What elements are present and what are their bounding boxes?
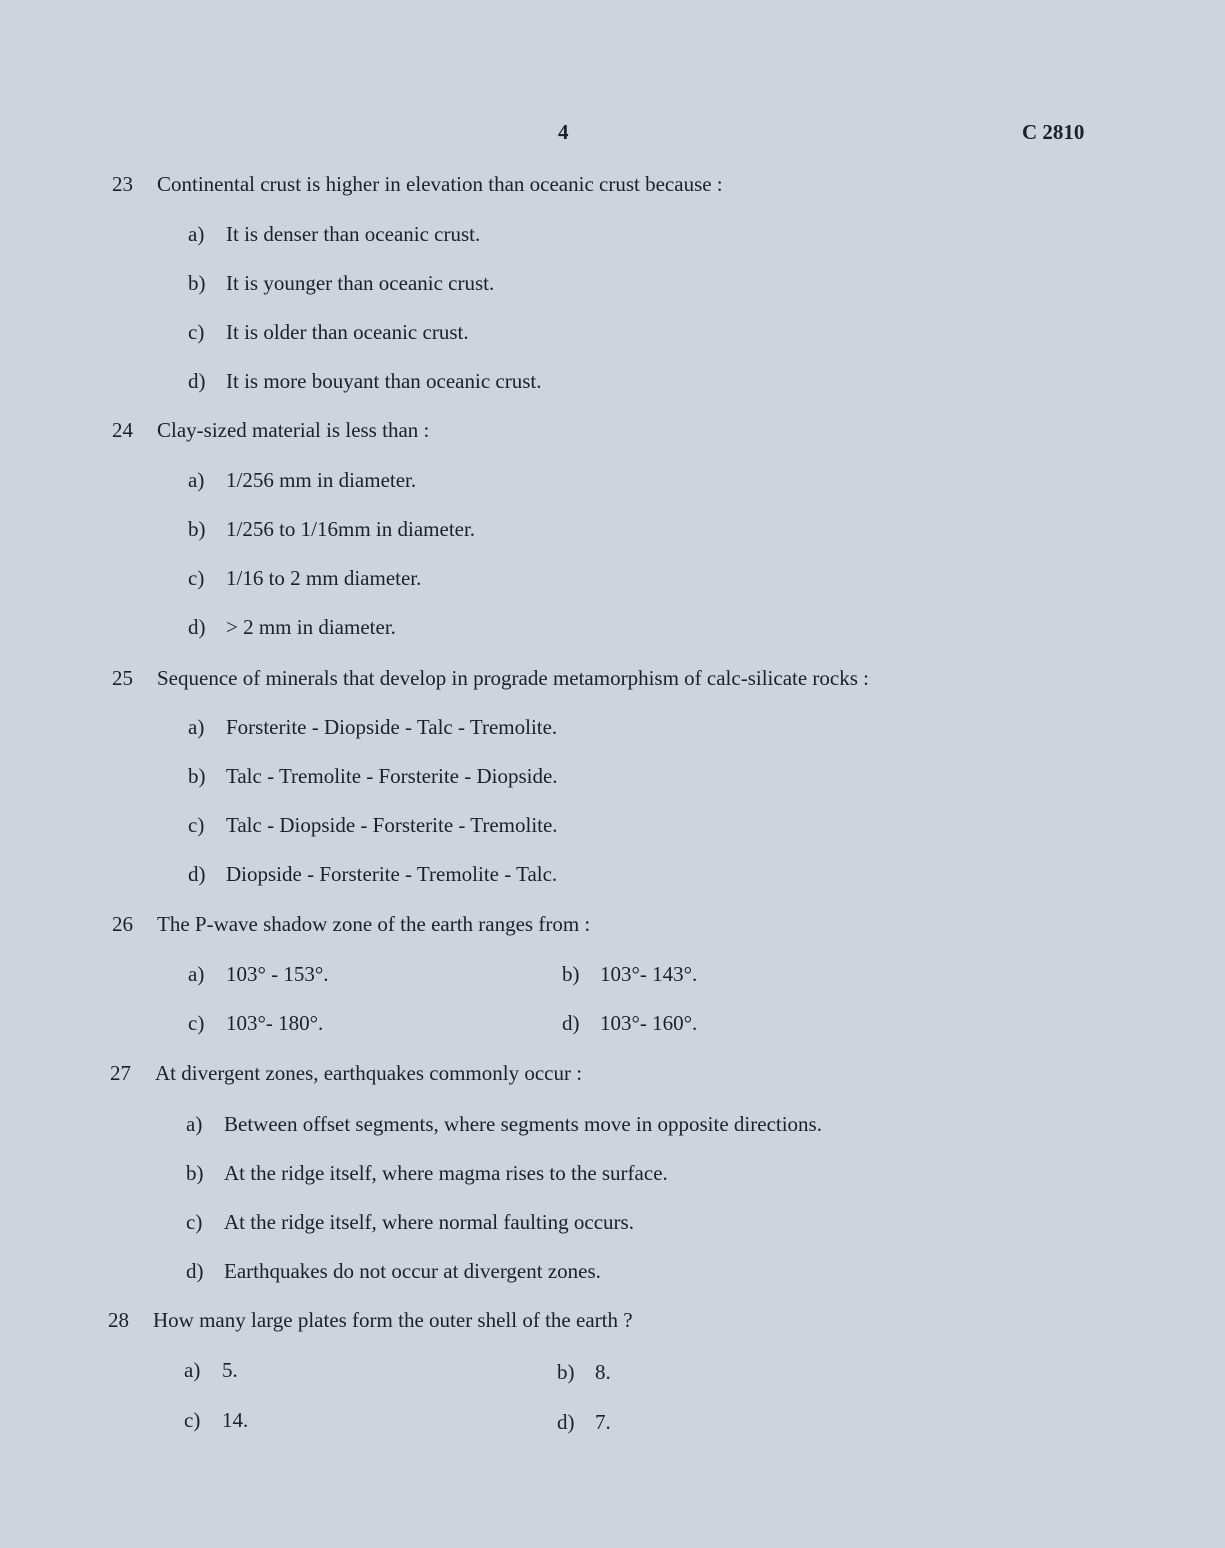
option-label: c) bbox=[188, 813, 205, 837]
option-text: 1/16 to 2 mm diameter. bbox=[226, 566, 422, 590]
question-text: The P-wave shadow zone of the earth ranges from : bbox=[157, 912, 591, 936]
option-label: a) bbox=[188, 715, 205, 739]
option-label: c) bbox=[188, 1011, 205, 1035]
option-text: 7. bbox=[595, 1410, 611, 1434]
option-label: d) bbox=[188, 369, 206, 393]
option-23-c bbox=[188, 320, 469, 345]
question-number: 25 bbox=[112, 666, 133, 690]
option-text: 5. bbox=[222, 1358, 238, 1382]
option-26-d bbox=[562, 1011, 697, 1036]
option-text: 103°- 180°. bbox=[226, 1011, 324, 1035]
option-label: d) bbox=[557, 1410, 575, 1434]
option-text: Diopside - Forsterite - Tremolite - Talc. bbox=[226, 862, 558, 886]
option-28-d bbox=[557, 1410, 611, 1435]
exam-code: C 2810 bbox=[1022, 120, 1085, 144]
option-26-a bbox=[188, 962, 329, 987]
option-label: d) bbox=[188, 862, 206, 886]
option-text: At the ridge itself, where normal faulting occurs. bbox=[224, 1210, 634, 1234]
question-text: Clay-sized material is less than : bbox=[157, 418, 430, 442]
option-text: 103° - 153°. bbox=[226, 962, 329, 986]
option-text: 14. bbox=[222, 1408, 249, 1432]
option-27-b bbox=[186, 1161, 668, 1186]
option-label: b) bbox=[186, 1161, 204, 1185]
option-25-a bbox=[188, 715, 557, 740]
option-27-a bbox=[186, 1112, 822, 1137]
option-label: b) bbox=[562, 962, 580, 986]
question-number: 23 bbox=[112, 172, 133, 196]
option-text: It is younger than oceanic crust. bbox=[226, 271, 495, 295]
option-label: c) bbox=[188, 566, 205, 590]
option-label: b) bbox=[557, 1360, 575, 1384]
option-25-c bbox=[188, 813, 558, 838]
page-number: 4 bbox=[558, 120, 569, 144]
question-text: Sequence of minerals that develop in prograde metamorphism of calc-silicate rocks : bbox=[157, 666, 870, 690]
question-text: Continental crust is higher in elevation than oceanic crust because : bbox=[157, 172, 723, 196]
question-text: At divergent zones, earthquakes commonly occur : bbox=[155, 1061, 583, 1085]
question-26 bbox=[112, 912, 590, 937]
option-26-b bbox=[562, 962, 697, 987]
option-text: 1/256 to 1/16mm in diameter. bbox=[226, 517, 476, 541]
question-24 bbox=[112, 418, 429, 443]
option-label: b) bbox=[188, 764, 206, 788]
option-text: At the ridge itself, where magma rises to the surface. bbox=[224, 1161, 668, 1185]
option-text: Forsterite - Diopside - Talc - Tremolite. bbox=[226, 715, 558, 739]
option-24-b bbox=[188, 517, 475, 542]
option-26-c bbox=[188, 1011, 323, 1036]
option-text: 103°- 143°. bbox=[600, 962, 698, 986]
option-23-d bbox=[188, 369, 541, 394]
option-23-b bbox=[188, 271, 494, 296]
option-28-a bbox=[184, 1358, 238, 1383]
option-label: c) bbox=[184, 1408, 201, 1432]
option-label: a) bbox=[184, 1358, 201, 1382]
option-label: d) bbox=[186, 1259, 204, 1283]
question-number: 27 bbox=[110, 1061, 131, 1085]
option-label: c) bbox=[188, 320, 205, 344]
option-text: 8. bbox=[595, 1360, 611, 1384]
option-label: d) bbox=[188, 615, 206, 639]
option-label: c) bbox=[186, 1210, 203, 1234]
option-label: b) bbox=[188, 271, 206, 295]
option-28-b bbox=[557, 1360, 611, 1385]
option-label: a) bbox=[188, 222, 205, 246]
option-label: d) bbox=[562, 1011, 580, 1035]
option-24-d bbox=[188, 615, 396, 640]
option-24-c bbox=[188, 566, 421, 591]
option-text: Earthquakes do not occur at divergent zones. bbox=[224, 1259, 601, 1283]
option-label: a) bbox=[188, 468, 205, 492]
question-27 bbox=[110, 1061, 582, 1086]
option-label: a) bbox=[188, 962, 205, 986]
option-24-a bbox=[188, 468, 416, 493]
question-23 bbox=[112, 172, 723, 197]
option-text: 103°- 160°. bbox=[600, 1011, 698, 1035]
option-text: It is denser than oceanic crust. bbox=[226, 222, 481, 246]
option-27-d bbox=[186, 1259, 601, 1284]
question-25 bbox=[112, 666, 869, 691]
option-text: Between offset segments, where segments move in opposite directions. bbox=[224, 1112, 822, 1136]
question-number: 24 bbox=[112, 418, 133, 442]
option-23-a bbox=[188, 222, 480, 247]
option-text: Talc - Tremolite - Forsterite - Diopside. bbox=[226, 764, 558, 788]
question-number: 26 bbox=[112, 912, 133, 936]
option-text: Talc - Diopside - Forsterite - Tremolite. bbox=[226, 813, 558, 837]
option-label: b) bbox=[188, 517, 206, 541]
option-text: It is older than oceanic crust. bbox=[226, 320, 469, 344]
option-25-b bbox=[188, 764, 558, 789]
question-number: 28 bbox=[108, 1308, 129, 1332]
option-27-c bbox=[186, 1210, 634, 1235]
option-label: a) bbox=[186, 1112, 203, 1136]
question-28 bbox=[108, 1308, 633, 1333]
option-text: 1/256 mm in diameter. bbox=[226, 468, 417, 492]
option-28-c bbox=[184, 1408, 248, 1433]
option-text: It is more bouyant than oceanic crust. bbox=[226, 369, 542, 393]
option-25-d bbox=[188, 862, 557, 887]
option-text: > 2 mm in diameter. bbox=[226, 615, 396, 639]
question-text: How many large plates form the outer shell of the earth ? bbox=[153, 1308, 633, 1332]
